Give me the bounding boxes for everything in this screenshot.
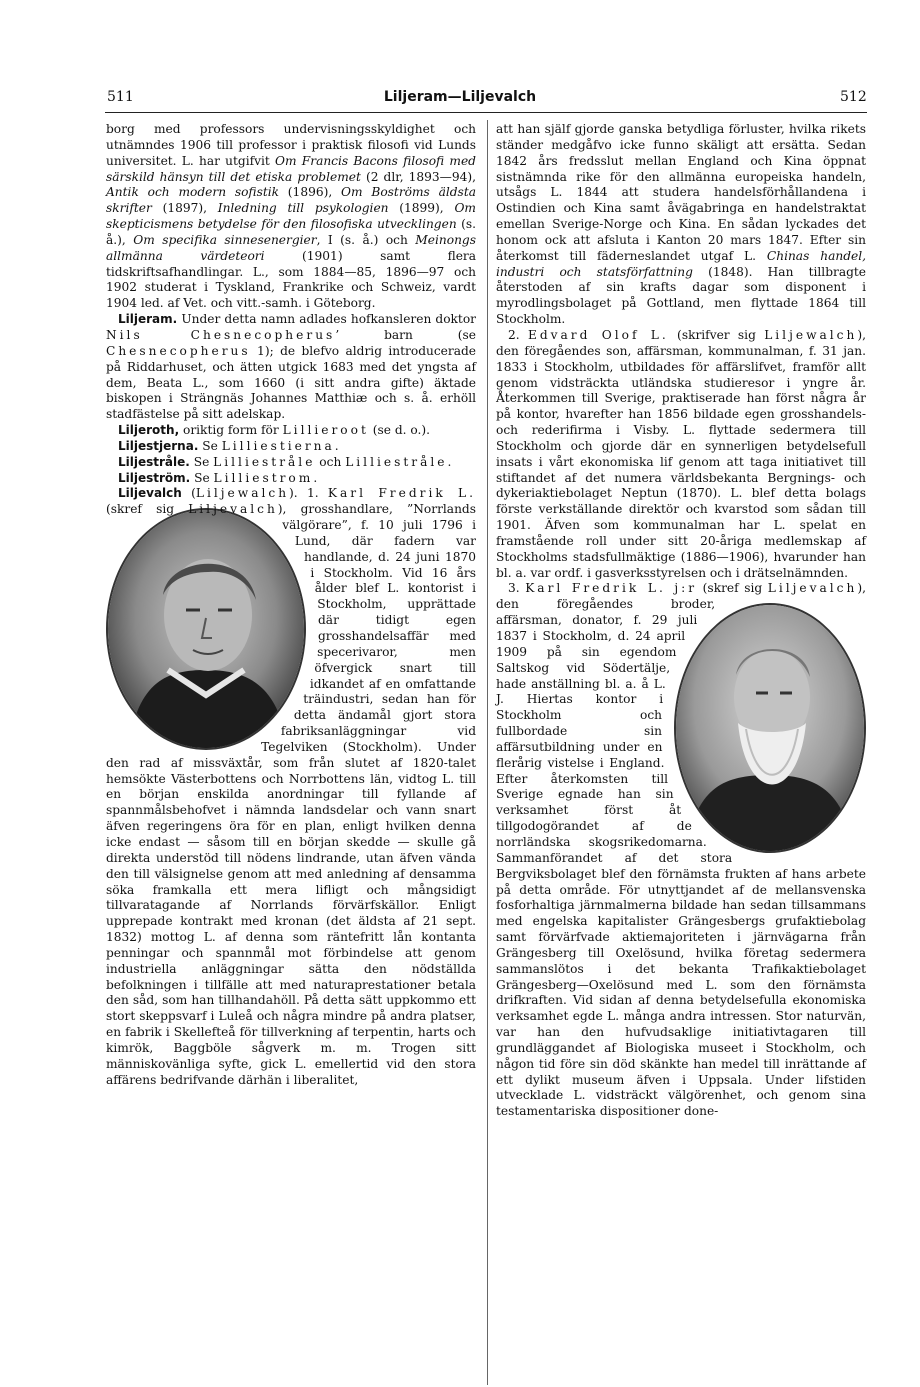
header-rule	[105, 112, 867, 113]
headword: Liljeström.	[118, 470, 191, 485]
entry-liljevalch-2: 2. Edvard Olof L. (skrifver sig Liljewalch), den föregåendes son, affärsman, kommunalman, f. 31 jan. 1833 i Stockholm, utbildades för affärslifvet, framför allt genom vidsträckta utländska studieresor i yngre år. Återkommen till Sverige, praktiserade han först några år på kontor, hvarefter han 1856 bildade egen grosshandels- och rederifirma i Visby. L. flyttade sedermera till Stockholm och gjorde där en synnerligen betydelsefull insats i vårt ekonomiska lif genom att taga initiativet till stiftandet af det numera världsbekanta Bergnings- och dykeriaktiebolaget Neptun (1870). L. blef detta bolags förste verkställande direktör och kvarstod som sådan till 1901. Äfven som kommunalman har L. spelat en framstående roll under sitt 20-åriga medlemskap af Stockholms stadsfullmäktige (1886—1906), hvarunder han bl. a. var ordf. i gasverksstyrelsen och i drätselnämnden.	[496, 327, 866, 580]
right-column	[496, 122, 866, 1120]
entry-liljevalch: Liljevalch (Liljewalch). 1. Karl Fredrik L. (skref sig Liljevalch ), grosshandlare, ”Norrlands välgörare”, f. 10 juli 1796 i Lund, där fadern var handlande, d. 24 juni 1870 i Stockholm. Vid 16 års ålder blef L. kontorist i Stockholm, upprättade där tidigt egen grosshandelsaffär med specerivaror, men öfvergick snart till idkandet af en omfattande träindustri, sedan han för detta ändamål gjort stora fabriksanläggningar vid Tegelviken (Stockholm). Under den rad af missväxtår, som från slutet af 1820-talet hemsökte Västerbottens och Norrbottens län, vidtog L. till en början enskilda anordningar till fyllande af spannmålsbehofvet i nämnda landsdelar och vann snart äfven regeringens öra för en plan, enligt hvilken denna icke endast — såsom till en början skedde — skulle gå direkta understöd till nödens lindrande, utan äfven vända den till välsignelse genom att med anledning af densamma söka framkalla ett mera lifligt och mångsidigt tillvaratagande af Norrlands förvärfskällor. Enligt upprepade kontrakt med kronan (det äldsta af 21 sept. 1832) mottog L. af denna som räntefritt lån kontanta penningar och spannmål mot förbindelse att genom industriella anläggningar sätta den nödställda befolkningen i tillfälle att med naturaprestationer betala den såd, som han tillhandahöll. På detta sätt uppkommo ett stort skeppsvarf i Luleå och några mindre på andra platser, en fabrik i Skellefteå för tillverkning af terpentin, harts och kimrök, Baggböle sågverk m. m. Trogen sitt människovänliga syfte, gick L. emellertid vid den stora affärens bedrifvande därhän i liberalitet,	[106, 486, 476, 1087]
headword: Liljeroth,	[118, 423, 180, 438]
headword: Liljestråle.	[118, 454, 190, 469]
entry-liljestrale: Liljestråle. Se Lilliestråle och Lilliestråle.	[118, 454, 452, 469]
entry-liljeram: Liljeram. Under detta namn adlades hofkansleren doktor Nils Chesnecopherus’ barn (se Chesnecopherus 1); de blefvo aldrig introducerade på Riddarhuset, och ätten utgick 1683 med det yngsta af dem, Beata L., som 1660 (i sitt andra gifte) äktade biskopen i Strängnäs Johannes Matthiæ och s. å. erhöll stadfästelse på sitt adelskap.	[106, 312, 477, 422]
paragraph-liljeqvist-end: borg med professors undervisningsskyldighet och utnämndes 1906 till professor i praktisk filosofi vid Lunds universitet. L. har utgifvit Om Francis Bacons filosofi med särskild hänsyn till det etiska problemet (2 dlr, 1893—94), Antik och modern sofistik (1896), Om Boströms äldsta skrifter (1897), Inledning till psykologien (1899), Om skepticismens betydelse för den filosofiska utvecklingen (s. å.), Om specifika sinnesenergier, I (s. å.) och Meinongs allmänna värdeteori (1901) samt flera tidskriftsafhandlingar. L., som 1884—85, 1896—97 och 1902 studerat i Tyskland, Frankrike och Schweiz, vardt 1904 led. af Vet. och vitt.-samh. i Göteborg.	[106, 122, 477, 311]
entry-liljestrom: Liljeström. Se Lilliestrom.	[118, 470, 318, 485]
running-title: Liljeram—Liljevalch	[383, 89, 537, 105]
portrait-karl-fredrik-liljevalch-jr	[674, 603, 866, 853]
entry-liljevalch-3: 3. Karl Fredrik L. j:r (skref sig Liljevalch ), den föregåendes broder, affärsman, donator, f. 29 juli 1837 i Stockholm, d. 24 april 1909 på sin egendom Saltskog vid Södertälje, hade anställning bl. a. å L. J. Hiertas kontor i Stockholm och fullbordade sin affärsutbildning under en flerårig vistelse i England. Efter återkomsten till Sverige egnade han sin verksamhet först åt tillgodogörandet af de norrländska skogsrikedomarna. Sammanförandet af det stora Bergviksbolaget blef den förnämsta frukten af hans arbete på detta område. För utnyttjandet af de mellansvenska fosforhaltiga järnmalmerna bildade han sedan tillsammans med engelska kapitalister Grängesbergs grufaktiebolag samt förvärfvade aktiemajoriteten i järnvägarna från Grängesberg till Oxelösund, hvilka företag sedermera sammanslötos i det bekanta Trafikaktiebolaget Grängesberg—Oxelösund med L. som den förnämsta drifkraften. Vid sidan af denna betydelsefulla ekonomiska verksamhet egde L. många andra intressen. Stor naturvän, var han den hufvudsakligе initiativtagaren till grundläggandet af Biologiska museet i Stockholm, och någon tid före sin död skänkte han medel till inrättande af ett dylikt museum äfven i Uppsala. Under lifstiden utvecklade L. vidsträckt välgörenhet, och genom sina testamentariska dispositioner done-	[496, 581, 866, 1119]
page-number-left: 511	[107, 89, 134, 105]
entry-liljestjerna: Liljestjerna. Se Lilliestierna.	[118, 438, 339, 453]
left-column	[106, 122, 476, 1088]
column-divider	[487, 120, 488, 1385]
paragraph-liljevalch-1-cont: att han själf gjorde ganska betydliga förluster, hvilka rikets ständer medgåfvo icke funno skäligt att ersätta. Sedan 1842 års fredsslut mellan England och Kina öppnat sistnämnda rike för den allmänna europeiska handeln, utsågs L. 1844 att studera handelsförhållandena i Ostindien och Kina samt åvägabringa en handelstraktat emellan Sverige-Norge och Kina. En sådan lyckades det honom ock att afsluta i Kanton 20 mars 1847. Efter sin återkomst till fäderneslandet utgaf L. Chinas handel, industri och statsförfattning (1848). Han tillbragte återstoden af sin krafts dagar som disponent i myrodlingsbolaget på Gottland, men flyttade 1864 till Stockholm.	[496, 122, 866, 327]
portrait-karl-fredrik-liljevalch	[106, 508, 306, 750]
page-number-right: 512	[840, 89, 867, 105]
headword: Liljevalch	[118, 486, 182, 501]
headword: Liljeram.	[118, 312, 178, 327]
entry-liljeroth: Liljeroth, oriktig form för Lillieroot (se d. o.).	[118, 423, 431, 438]
headword: Liljestjerna.	[118, 438, 199, 453]
